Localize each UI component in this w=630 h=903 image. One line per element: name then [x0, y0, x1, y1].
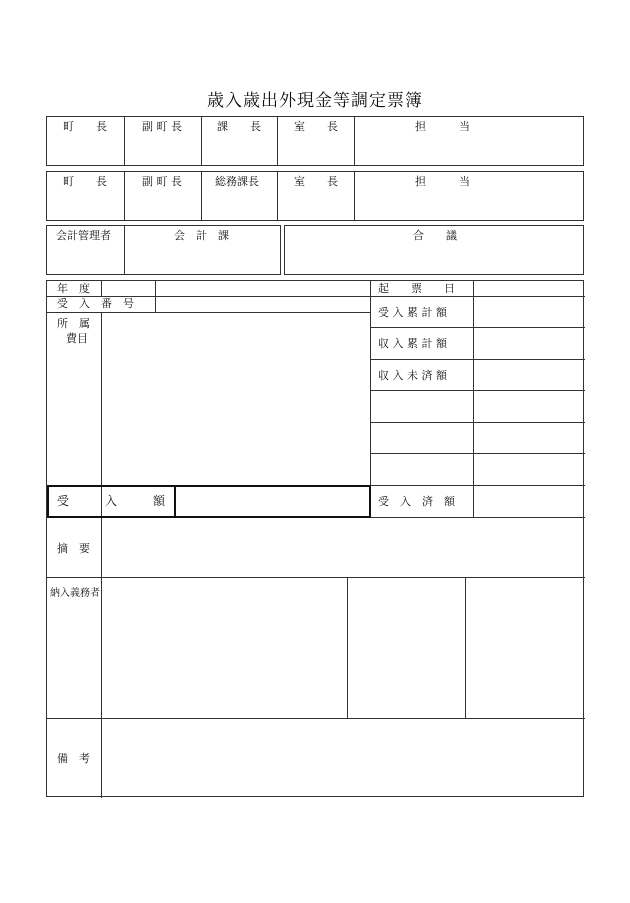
office-chief-label: 室 長 — [294, 120, 338, 133]
remarks-label: 備 考 — [57, 752, 90, 765]
office-chief-label: 室 長 — [294, 175, 338, 188]
approval-row-2 — [46, 171, 584, 221]
expense-item-label: 費目 — [66, 332, 88, 345]
summary-label: 摘 要 — [57, 542, 90, 555]
vice-mayor-label: 副 町 長 — [142, 175, 182, 188]
fiscal-year-label: 年 度 — [57, 282, 90, 295]
belonging-label: 所 属 — [57, 317, 90, 330]
person-in-charge-label: 担 当 — [415, 120, 470, 133]
town-mayor-label: 町 長 — [63, 120, 107, 133]
accounting-manager-label: 会計管理者 — [56, 229, 111, 242]
cumulative-received-label: 受 入 累 計 額 — [378, 306, 447, 319]
consultation-box — [284, 225, 584, 275]
issue-date-label: 起 票 日 — [378, 282, 455, 295]
main-form — [46, 280, 584, 797]
uncollected-label: 収 入 未 済 額 — [378, 369, 447, 382]
general-affairs-chief-label: 総務課長 — [215, 175, 259, 188]
approval-row-1 — [46, 116, 584, 166]
section-chief-label: 課 長 — [217, 120, 261, 133]
person-in-charge-label: 担 当 — [415, 175, 470, 188]
receipt-amount-label: 受 入 額 — [57, 494, 166, 508]
accounting-approval-box — [46, 225, 281, 275]
receipt-number-label: 受 入 番 号 — [57, 297, 134, 310]
cumulative-collected-label: 収 入 累 計 額 — [378, 337, 447, 350]
consultation-label: 合 議 — [413, 229, 457, 242]
vice-mayor-label: 副 町 長 — [142, 120, 182, 133]
town-mayor-label: 町 長 — [63, 175, 107, 188]
page-title: 歳入歳出外現金等調定票簿 — [207, 91, 423, 111]
received-paid-label: 受 入 済 額 — [378, 495, 455, 508]
payer-label: 納入義務者 — [50, 588, 100, 599]
accounting-section-label: 会 計 課 — [174, 229, 229, 242]
